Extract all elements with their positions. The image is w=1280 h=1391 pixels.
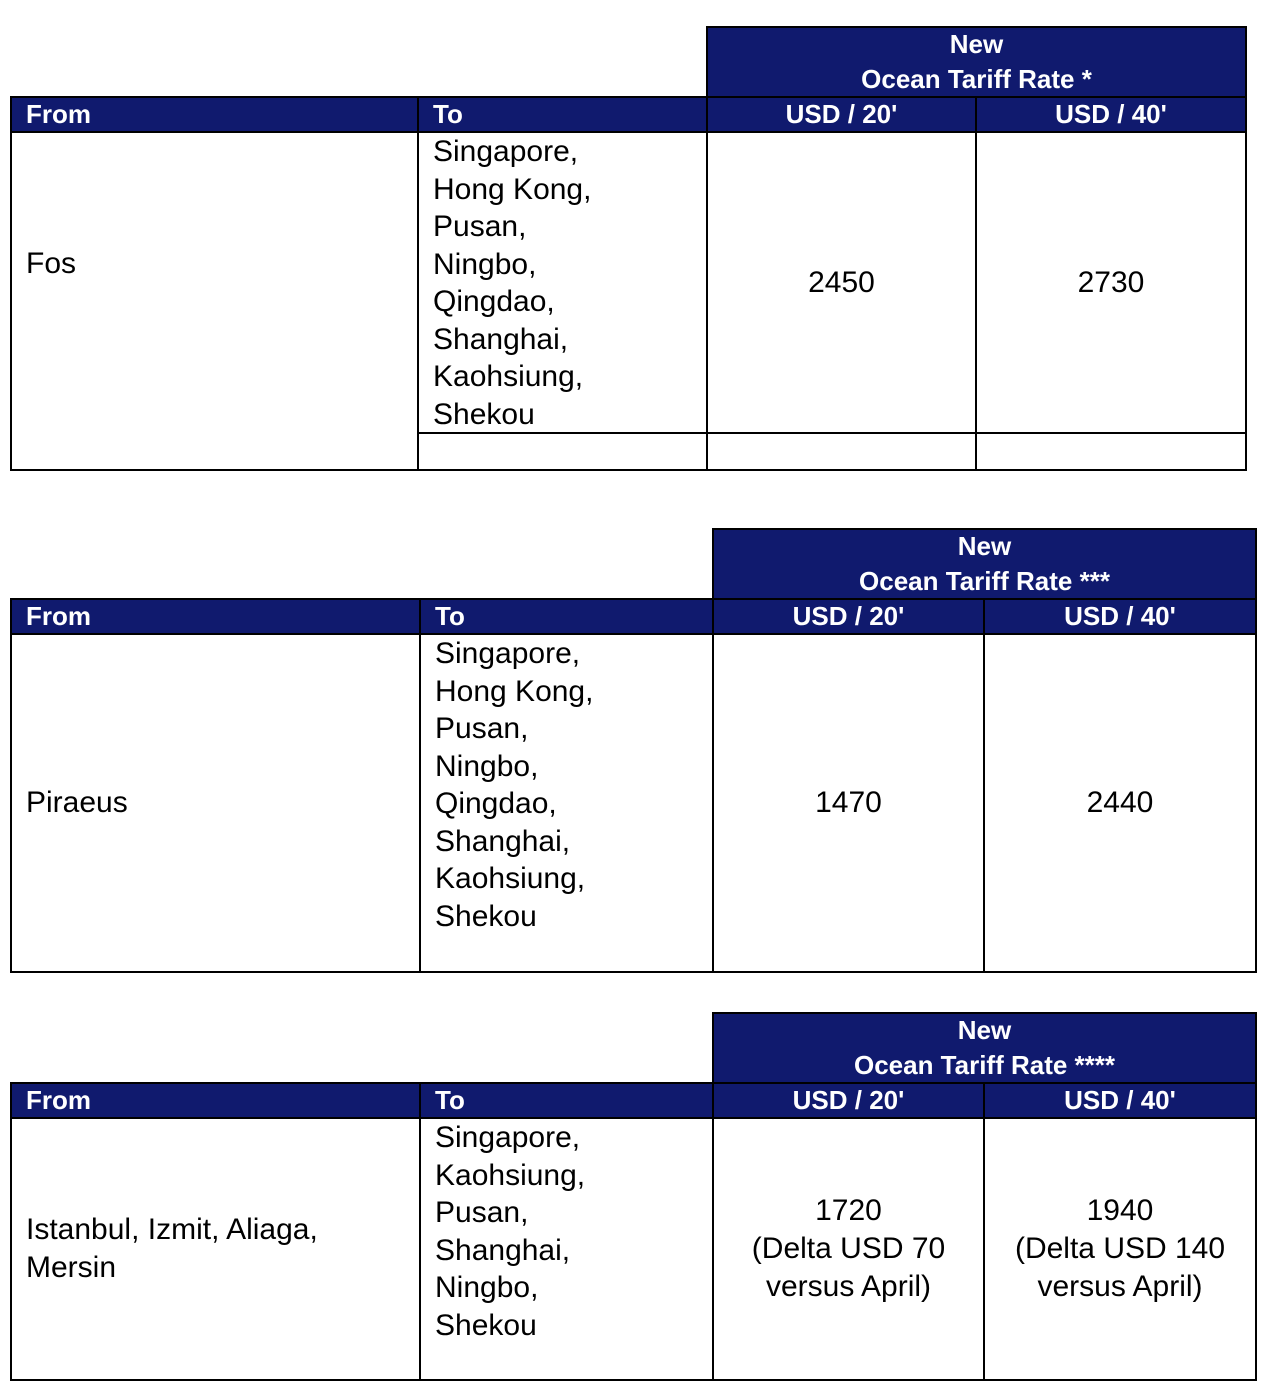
rate-value: 1720 <box>815 1194 882 1227</box>
column-header-to: To <box>419 1082 714 1119</box>
destination-port: Pusan, <box>433 210 527 243</box>
destination-port: Kaohsiung, <box>435 1158 586 1192</box>
column-header-usd-40: USD / 40' <box>983 598 1257 635</box>
group-header-line2: Ocean Tariff Rate *** <box>859 566 1110 596</box>
destination-port: Singapore, <box>435 637 581 670</box>
to-cell <box>419 633 714 973</box>
to-cell <box>417 131 708 434</box>
column-header-usd-40: USD / 40' <box>975 96 1247 133</box>
destination-port: Hong Kong, <box>435 674 594 708</box>
destination-port: Kaohsiung, <box>433 360 584 393</box>
group-header-line2: Ocean Tariff Rate **** <box>853 1050 1116 1080</box>
destination-port: Pusan, <box>435 712 529 745</box>
empty-cell <box>417 432 708 471</box>
column-header-usd-20: USD / 20' <box>712 1082 985 1119</box>
column-header-from: From <box>10 96 419 133</box>
destination-port: Shekou <box>433 397 535 431</box>
rate-delta: versus April) <box>765 1270 932 1303</box>
empty-cell <box>706 432 977 471</box>
destination-port: Ningbo, <box>433 247 537 281</box>
from-cell <box>10 1117 421 1381</box>
origin-port: Mersin <box>26 1251 117 1284</box>
group-header-line2: Ocean Tariff Rate * <box>861 64 1092 94</box>
usd-20-cell: 2450 <box>706 131 977 434</box>
column-header-usd-40: USD / 40' <box>983 1082 1257 1119</box>
group-header-line1: New <box>957 531 1012 561</box>
origin-port: Istanbul, Izmit, Aliaga, <box>26 1213 318 1246</box>
destination-port: Singapore, <box>433 135 579 168</box>
destination-port: Hong Kong, <box>433 172 592 206</box>
from-cell: Fos <box>10 131 419 471</box>
destination-port: Shanghai, <box>435 1233 571 1267</box>
destination-port: Shanghai, <box>433 322 569 356</box>
group-header <box>712 528 1257 600</box>
destination-port: Singapore, <box>435 1121 581 1154</box>
destination-port: Qingdao, <box>433 285 555 318</box>
usd-40-cell: 2440 <box>983 633 1257 973</box>
column-header-usd-20: USD / 20' <box>712 598 985 635</box>
rate-delta: (Delta USD 140 <box>1014 1232 1226 1265</box>
usd-20-cell: 1470 <box>712 633 985 973</box>
column-header-from: From <box>10 598 421 635</box>
destination-port: Qingdao, <box>435 787 557 820</box>
destination-port: Shekou <box>435 899 537 933</box>
rate-delta: (Delta USD 70 <box>751 1232 946 1265</box>
column-header-usd-20: USD / 20' <box>706 96 977 133</box>
rate-value: 1940 <box>1086 1194 1154 1227</box>
from-cell: Piraeus <box>10 633 421 973</box>
column-header-to: To <box>419 598 714 635</box>
destination-port: Pusan, <box>435 1196 529 1229</box>
column-header-to: To <box>417 96 708 133</box>
destination-port: Ningbo, <box>435 1271 539 1304</box>
destination-port: Ningbo, <box>435 749 539 783</box>
group-header-line1: New <box>949 29 1004 59</box>
destination-port: Shekou <box>435 1308 537 1342</box>
group-header <box>706 26 1247 98</box>
to-cell <box>419 1117 714 1381</box>
destination-port: Kaohsiung, <box>435 862 586 895</box>
usd-40-cell <box>983 1117 1257 1381</box>
rate-delta: versus April) <box>1037 1270 1203 1303</box>
destination-port: Shanghai, <box>435 824 571 858</box>
group-header-line1: New <box>957 1015 1012 1045</box>
usd-20-cell <box>712 1117 985 1381</box>
group-header <box>712 1012 1257 1084</box>
empty-cell <box>975 432 1247 471</box>
column-header-from: From <box>10 1082 421 1119</box>
usd-40-cell: 2730 <box>975 131 1247 434</box>
